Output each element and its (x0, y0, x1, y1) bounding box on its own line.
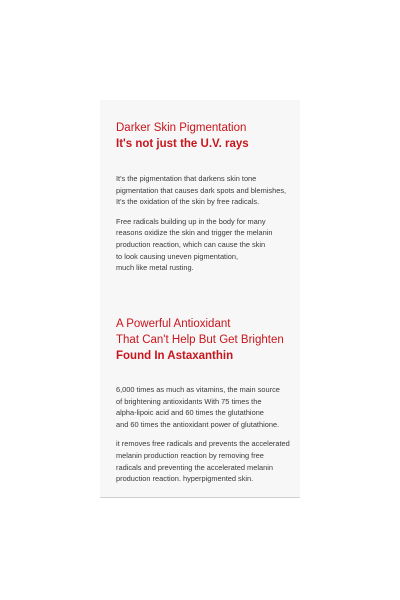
section-2-paragraph-2 (116, 438, 296, 484)
section-antioxidant (116, 316, 296, 485)
paragraph-line: production reaction, which can cause the skin (116, 239, 266, 249)
section-1-paragraph-2 (116, 216, 296, 274)
paragraph-line: Free radicals building up in the body for many (116, 216, 266, 226)
paragraph-line: melanin production reaction by removing free (116, 450, 264, 460)
title-line: A Powerful Antioxidant (116, 318, 231, 330)
paragraph-line: radicals and preventing the accelerated melanin (116, 462, 273, 472)
section-1-title: Darker Skin Pigmentation (116, 122, 247, 134)
paragraph-line: pigmentation that causes dark spots and blemishes, (116, 185, 287, 195)
paragraph-line: of brightening antioxidants With 75 times the (116, 396, 262, 406)
paragraph-line: production reaction. hyperpigmented skin. (116, 474, 254, 484)
section-1-paragraph-1 (116, 173, 296, 208)
paragraph-line: it removes free radicals and prevents the accelerated (116, 439, 290, 449)
content-card (100, 100, 300, 498)
paragraph-line: It's the pigmentation that darkens skin tone (116, 174, 257, 183)
paragraph-line: much like metal rusting. (116, 263, 194, 273)
paragraph-line: alpha-lipoic acid and 60 times the glutathione (116, 408, 264, 418)
title-line: That Can't Help But Get Brighten (116, 334, 284, 346)
paragraph-line: to look causing uneven pigmentation, (116, 251, 239, 261)
paragraph-line: reasons oxidize the skin and trigger the melanin (116, 228, 273, 238)
section-skin-pigmentation (116, 120, 296, 274)
section-2-title (116, 316, 296, 348)
paragraph-line: It's the oxidation of the skin by free radicals. (116, 197, 260, 207)
section-1-subtitle: It's not just the U.V. rays (116, 138, 249, 150)
section-2-subtitle: Found In Astaxanthin (116, 350, 234, 362)
section-2-paragraph-1 (116, 384, 296, 430)
paragraph-line: and 60 times the antioxidant power of glutathione. (116, 419, 280, 429)
paragraph-line: 6,000 times as much as vitamins, the main source (116, 385, 280, 394)
